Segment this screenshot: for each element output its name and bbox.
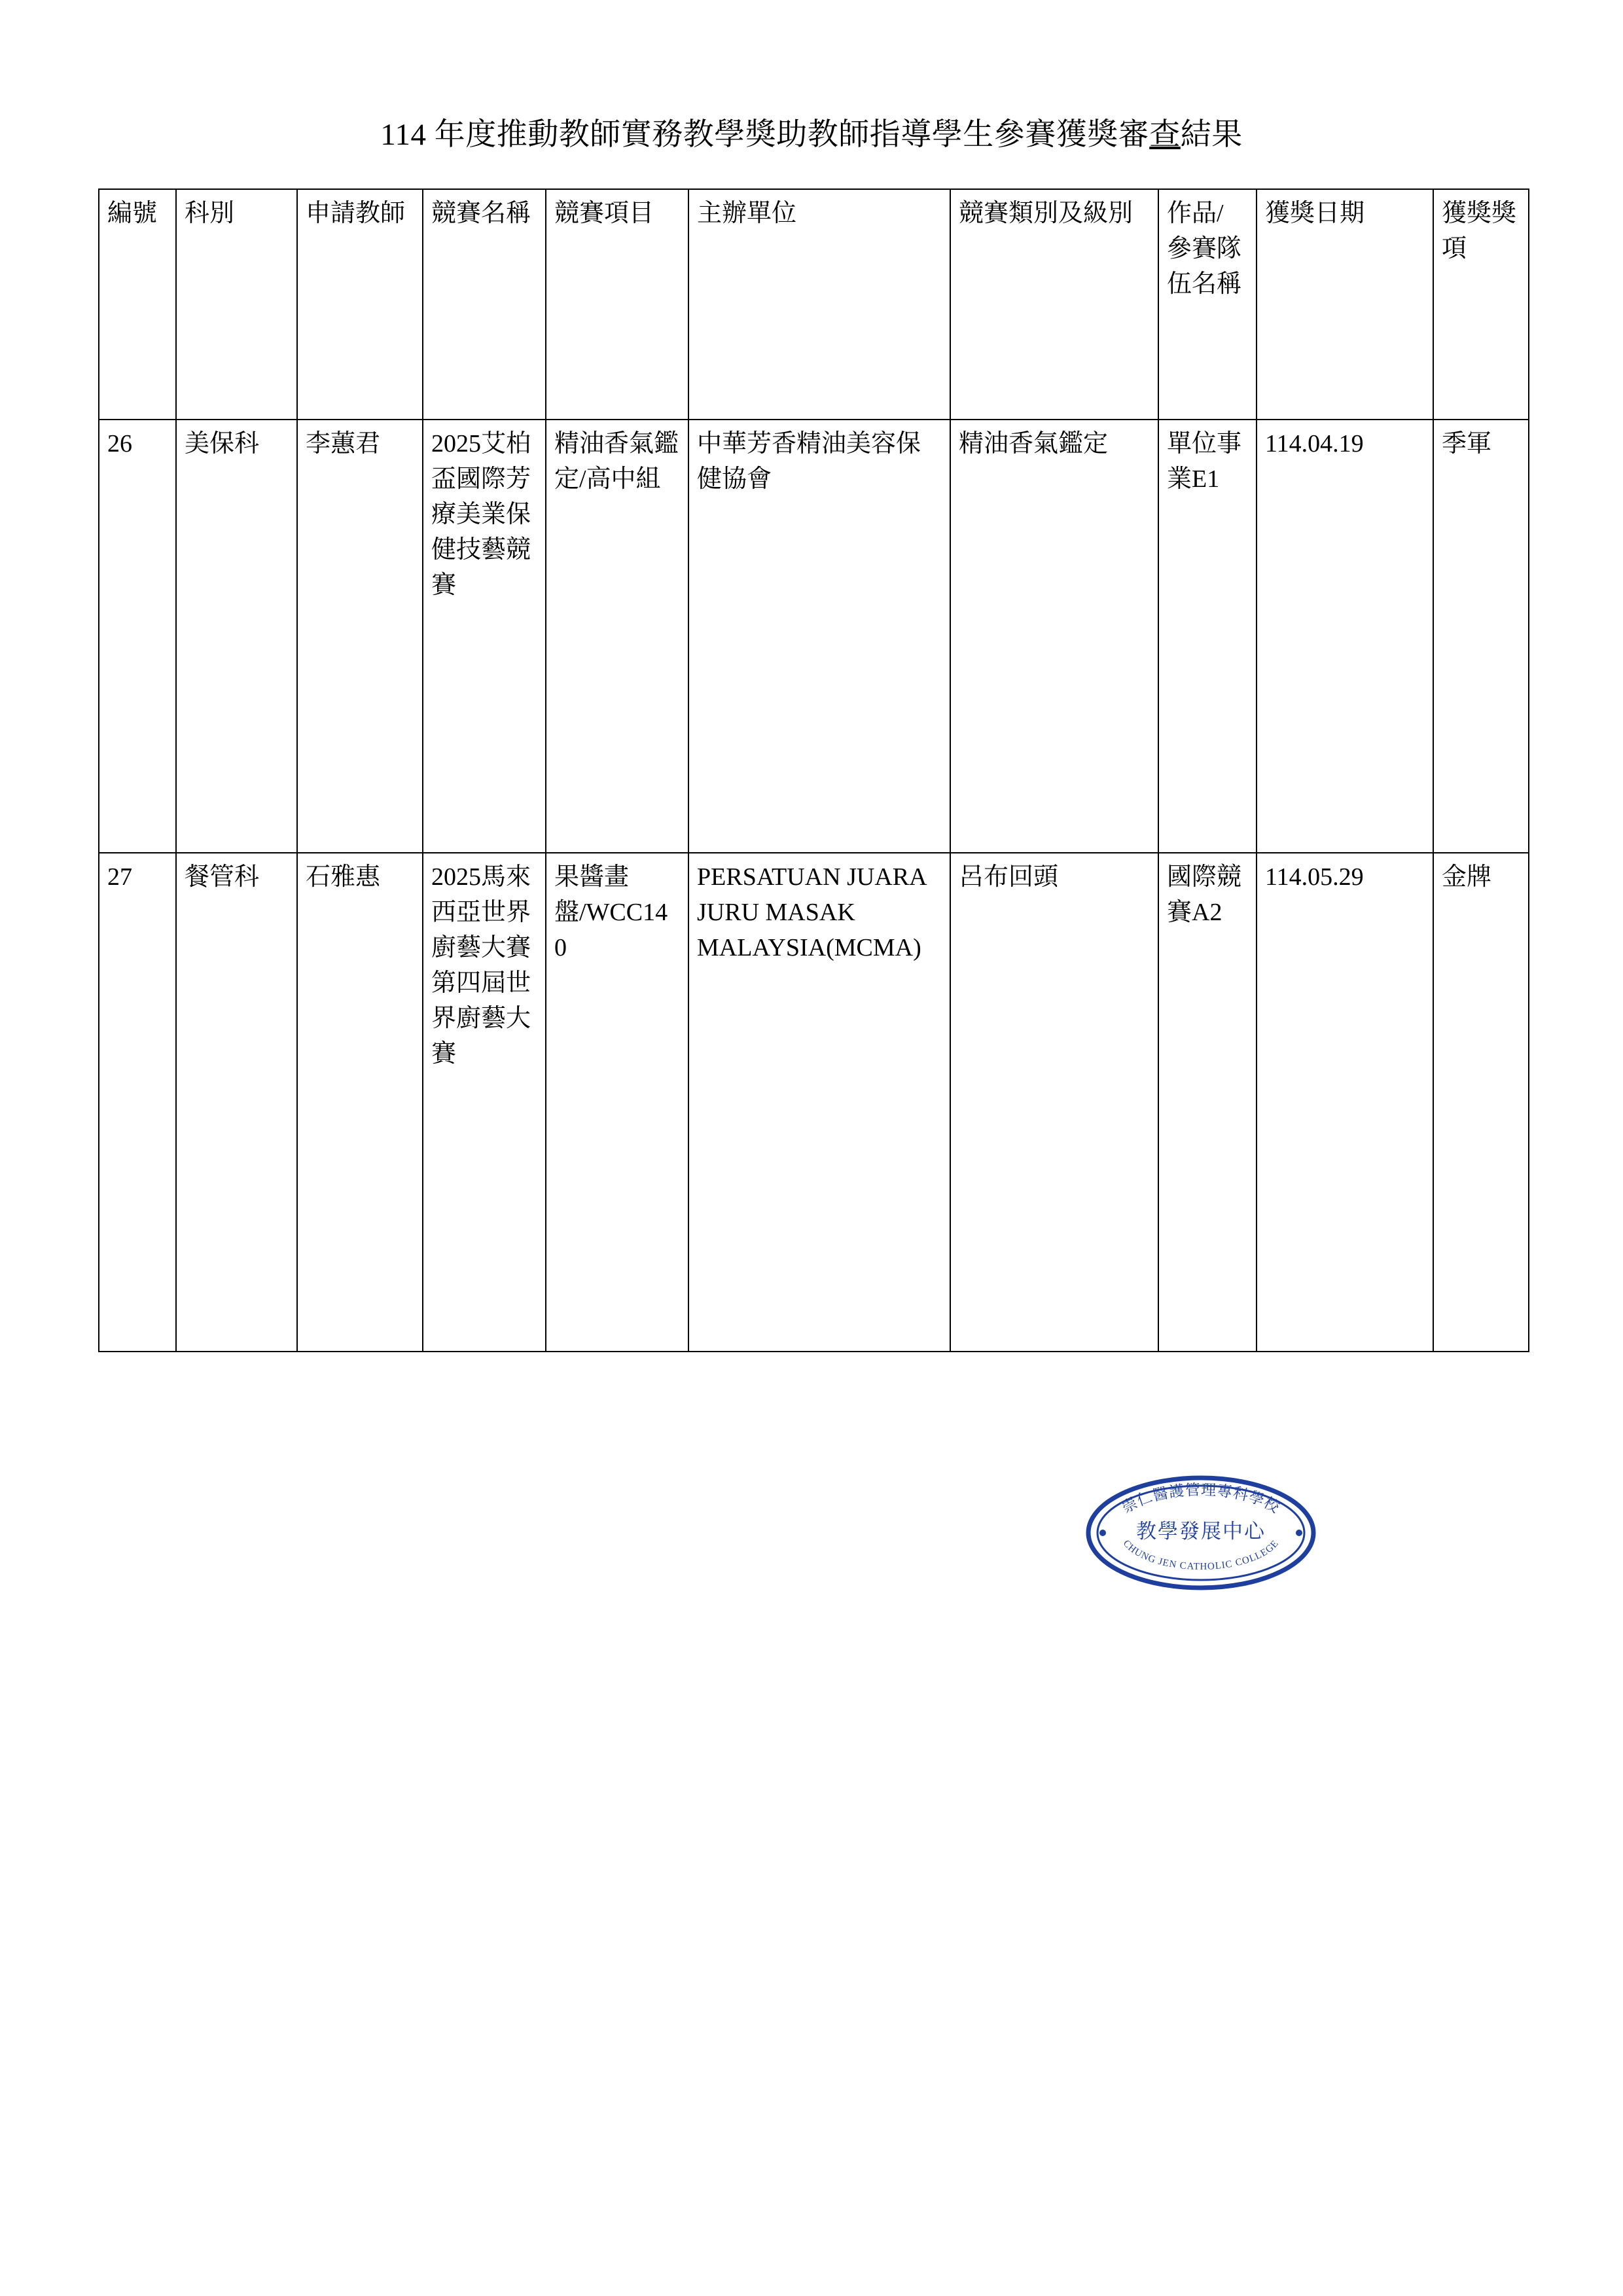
cell-award: 金牌 (1433, 853, 1529, 1352)
column-header-department: 科別 (176, 189, 297, 420)
column-header-teacher: 申請教師 (297, 189, 423, 420)
cell-no: 27 (99, 853, 176, 1352)
page-title-suffix: 結果 (1180, 118, 1243, 152)
cell-work-team-name: 國際競賽A2 (1158, 853, 1257, 1352)
official-seal (1083, 1473, 1319, 1594)
svg-text:CHUNG JEN CATHOLIC COLLEGE: CHUNG JEN CATHOLIC COLLEGE (1120, 1538, 1281, 1573)
cell-category-level: 精油香氣鑑定 (950, 420, 1158, 853)
page-title-underlined: 查 (1149, 118, 1181, 152)
cell-department: 美保科 (176, 420, 297, 853)
page-title-prefix: 114 年度推動教師實務教學獎助教師指導學生參賽獲獎審 (380, 118, 1150, 152)
cell-no: 26 (99, 420, 176, 853)
column-header-competition-name: 競賽名稱 (423, 189, 546, 420)
cell-award-date: 114.05.29 (1257, 853, 1433, 1352)
table-row (99, 420, 1529, 853)
column-header-award-date: 獲獎日期 (1257, 189, 1433, 420)
svg-text:教學發展中心: 教學發展中心 (1136, 1520, 1266, 1543)
cell-teacher: 李蕙君 (297, 420, 423, 853)
column-header-award: 獲獎獎項 (1433, 189, 1529, 420)
cell-organizer: 中華芳香精油美容保健協會 (688, 420, 950, 853)
cell-competition-item: 精油香氣鑑定/高中組 (546, 420, 688, 853)
cell-category-level: 呂布回頭 (950, 853, 1158, 1352)
column-header-competition-item: 競賽項目 (546, 189, 688, 420)
cell-competition-name: 2025艾柏盃國際芳療美業保健技藝競賽 (423, 420, 546, 853)
column-header-no: 編號 (99, 189, 176, 420)
award-results-table (98, 188, 1529, 1352)
page-title (0, 110, 1623, 154)
column-header-organizer: 主辦單位 (688, 189, 950, 420)
cell-award: 季軍 (1433, 420, 1529, 853)
svg-text:崇仁醫護管理專科學校: 崇仁醫護管理專科學校 (1119, 1481, 1283, 1516)
cell-competition-name: 2025馬來西亞世界廚藝大賽第四屆世界廚藝大賽 (423, 853, 546, 1352)
table-header-row (99, 189, 1529, 420)
cell-competition-item: 果醬畫盤/WCC140 (546, 853, 688, 1352)
cell-award-date: 114.04.19 (1257, 420, 1433, 853)
cell-work-team-name: 單位事業E1 (1158, 420, 1257, 853)
column-header-category-level: 競賽類別及級別 (950, 189, 1158, 420)
cell-teacher: 石雅惠 (297, 853, 423, 1352)
table-row (99, 853, 1529, 1352)
cell-organizer: PERSATUAN JUARA JURU MASAK MALAYSIA(MCMA) (688, 853, 950, 1352)
cell-department: 餐管科 (176, 853, 297, 1352)
column-header-work-team-name: 作品/參賽隊伍名稱 (1158, 189, 1257, 420)
